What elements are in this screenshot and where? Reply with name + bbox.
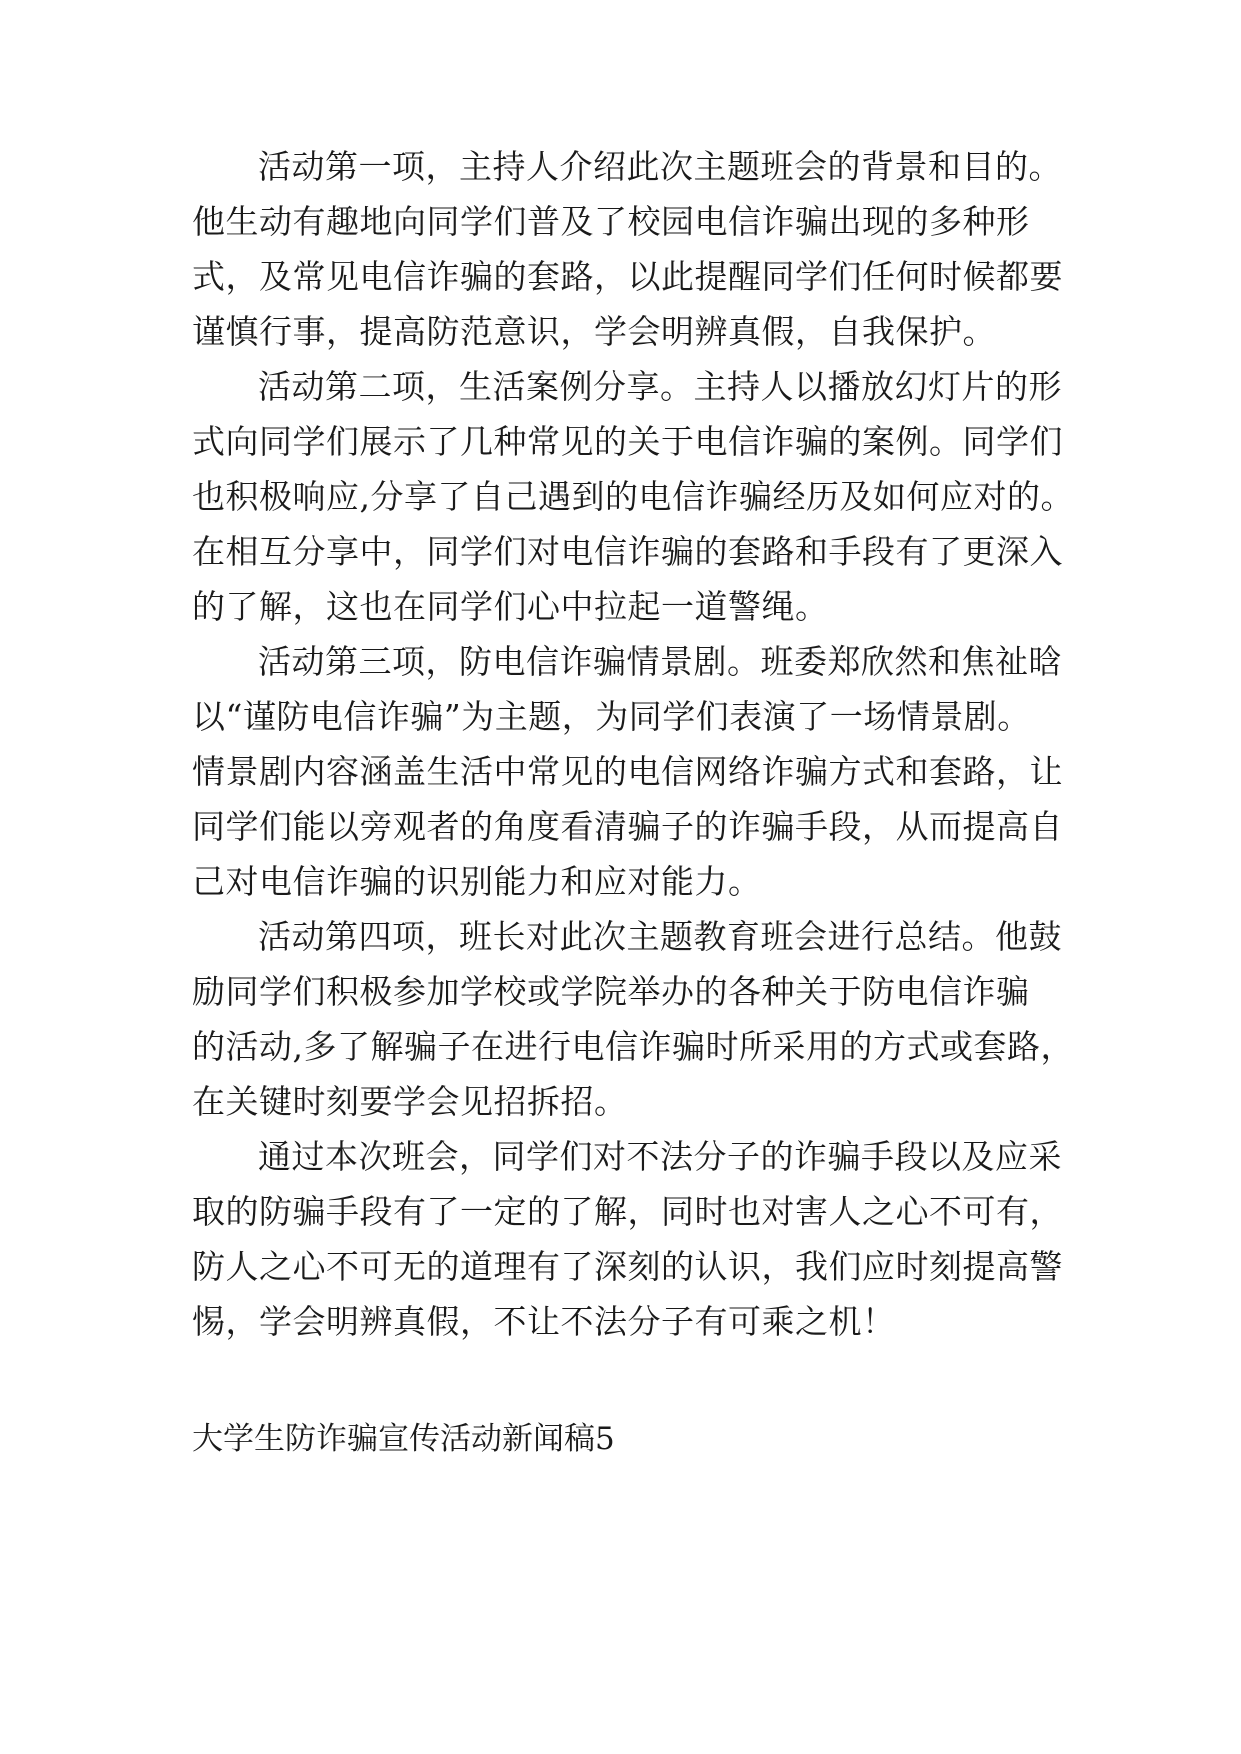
paragraph-line: 也积极响应,分享了自己遇到的电信诈骗经历及如何应对的。	[192, 477, 1074, 516]
paragraph-line: 式向同学们展示了几种常见的关于电信诈骗的案例。同学们	[192, 422, 1063, 461]
paragraph-line: 以“谨防电信诈骗”为主题，为同学们表演了一场情景剧。	[192, 697, 1031, 736]
paragraph-line: 在关键时刻要学会见招拆招。	[192, 1082, 628, 1121]
paragraph-line: 取的防骗手段有了一定的了解，同时也对害人之心不可有，	[192, 1192, 1063, 1231]
section-heading: 大学生防诈骗宣传活动新闻稿5	[192, 1421, 615, 1457]
paragraph-line: 活动第二项，生活案例分享。主持人以播放幻灯片的形	[258, 367, 1062, 406]
paragraph-line: 谨慎行事，提高防范意识，学会明辨真假，自我保护。	[192, 312, 996, 351]
paragraph-line: 的活动,多了解骗子在进行电信诈骗时所采用的方式或套路，	[192, 1027, 1074, 1066]
paragraph-line: 情景剧内容涵盖生活中常见的电信网络诈骗方式和套路，让	[192, 752, 1063, 791]
paragraph-line: 同学们能以旁观者的角度看清骗子的诈骗手段，从而提高自	[192, 807, 1063, 846]
paragraph-line: 活动第一项，主持人介绍此次主题班会的背景和目的。	[258, 147, 1062, 186]
paragraph-line: 防人之心不可无的道理有了深刻的认识，我们应时刻提高警	[192, 1247, 1063, 1286]
paragraph-line: 通过本次班会，同学们对不法分子的诈骗手段以及应采	[258, 1137, 1062, 1176]
paragraph-line: 的了解，这也在同学们心中拉起一道警绳。	[192, 587, 829, 626]
paragraph-line: 在相互分享中，同学们对电信诈骗的套路和手段有了更深入	[192, 532, 1063, 571]
paragraph-line: 活动第四项，班长对此次主题教育班会进行总结。他鼓	[258, 917, 1062, 956]
paragraph-line: 励同学们积极参加学校或学院举办的各种关于防电信诈骗	[192, 972, 1030, 1011]
paragraph-line: 己对电信诈骗的识别能力和应对能力。	[192, 862, 762, 901]
paragraph-line: 式，及常见电信诈骗的套路，以此提醒同学们任何时候都要	[192, 257, 1063, 296]
paragraph-line: 惕，学会明辨真假，不让不法分子有可乘之机！	[192, 1302, 896, 1341]
paragraph-line: 活动第三项，防电信诈骗情景剧。班委郑欣然和焦祉晗	[258, 642, 1062, 681]
paragraph-line: 他生动有趣地向同学们普及了校园电信诈骗出现的多种形	[192, 202, 1030, 241]
